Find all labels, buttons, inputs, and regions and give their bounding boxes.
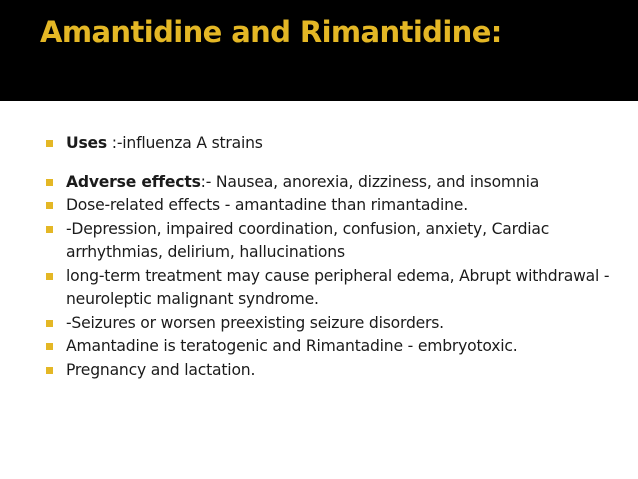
slide-title: Amantidine and Rimantidine: xyxy=(40,15,502,49)
bullet-bold-label: Uses xyxy=(66,134,108,152)
bullet-seizures xyxy=(46,312,630,336)
square-bullet-icon xyxy=(46,140,53,147)
bullet-long-term xyxy=(46,265,630,312)
square-bullet-icon xyxy=(46,367,53,374)
square-bullet-icon xyxy=(46,273,53,280)
square-bullet-icon xyxy=(46,343,53,350)
bullet-depression xyxy=(46,218,630,265)
bullet-text: long-term treatment may cause peripheral edema, Abrupt withdrawal -neuroleptic malignant syndrome. xyxy=(66,266,610,308)
bullet-text: -Seizures or worsen preexisting seizure disorders. xyxy=(66,313,444,332)
bullet-text: Pregnancy and lactation. xyxy=(66,360,256,379)
bullet-text: -Depression, impaired coordination, confusion, anxiety, Cardiac arrhythmias, delirium, hallucinations xyxy=(66,219,550,261)
bullet-text: Amantadine is teratogenic and Rimantadine - embryotoxic. xyxy=(66,337,518,355)
bullet-dose-related xyxy=(46,194,630,218)
square-bullet-icon xyxy=(46,320,53,327)
square-bullet-icon xyxy=(46,202,53,209)
title-band xyxy=(0,0,638,101)
bullet-bold-label: Adverse effects xyxy=(66,172,201,191)
bullet-pregnancy xyxy=(46,359,630,383)
bullet-uses xyxy=(46,132,630,156)
bullet-text: :-influenza A strains xyxy=(107,134,263,152)
square-bullet-icon xyxy=(46,226,53,233)
bullet-teratogenic xyxy=(46,335,630,359)
bullet-text: Dose-related effects - amantadine than rimantadine. xyxy=(66,196,468,214)
square-bullet-icon xyxy=(46,179,53,186)
bullet-list xyxy=(46,132,630,382)
bullet-text: :- Nausea, anorexia, dizziness, and insomnia xyxy=(200,172,540,191)
bullet-adverse-effects xyxy=(46,171,630,195)
